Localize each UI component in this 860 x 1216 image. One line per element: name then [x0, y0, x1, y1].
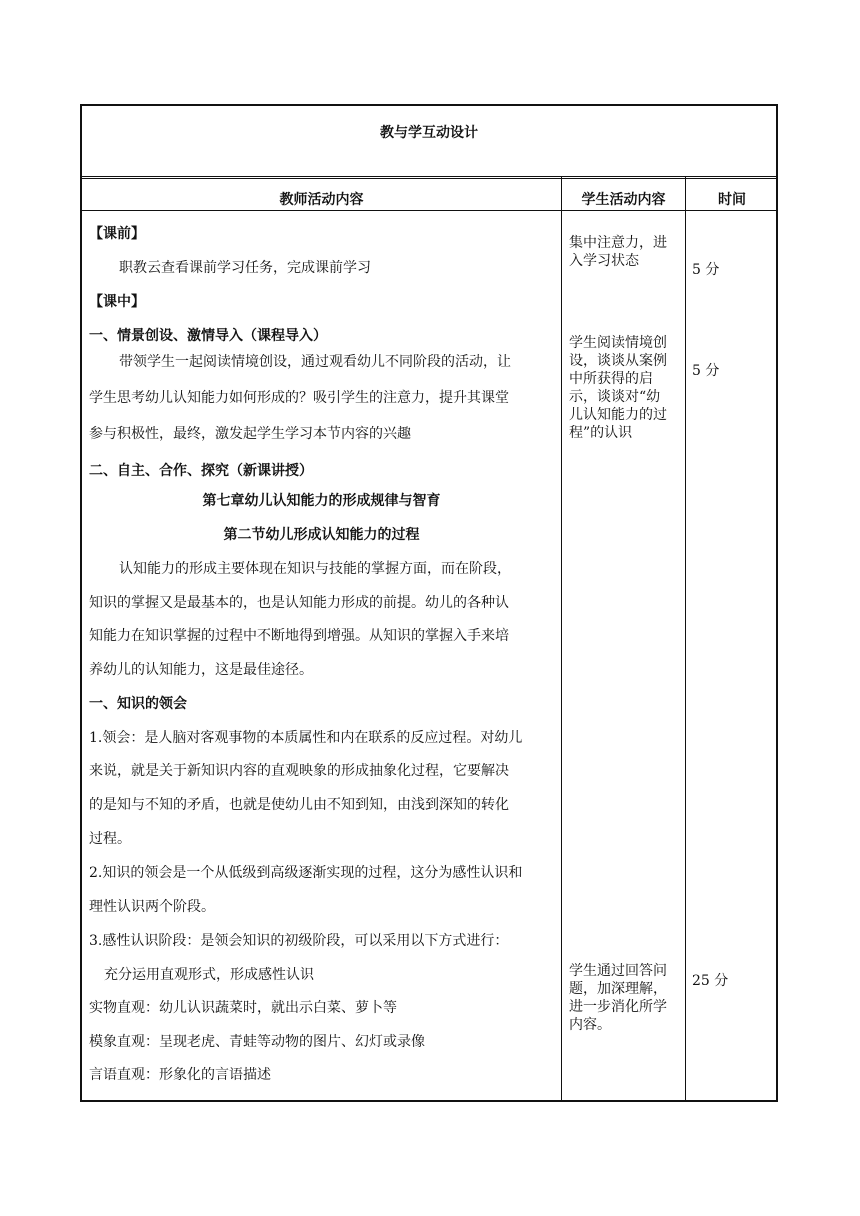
- para3-item: 充分运用直观形式，形成感性认识: [104, 967, 314, 983]
- col-divider-2: [685, 177, 686, 1100]
- lesson-table: [80, 104, 778, 1102]
- student-line: 设，谈谈从案例: [569, 353, 667, 369]
- student-line: 程”的认识: [569, 425, 633, 441]
- intro-line: 知识的掌握又是最基本的，也是认知能力形成的前提。幼儿的各种认: [89, 595, 509, 611]
- intro-line: 认知能力的形成主要体现在知识与技能的掌握方面，而在阶段，: [119, 561, 511, 577]
- section1-line: 带领学生一起阅读情境创设，通过观看幼儿不同阶段的活动，让: [119, 354, 511, 370]
- header-teacher: 教师活动内容: [279, 192, 364, 208]
- student-line: 入学习状态: [569, 253, 639, 269]
- student-line: 示，谈谈对“幼: [569, 389, 661, 405]
- intro-line: 养幼儿的认知能力，这是最佳途径。: [89, 662, 313, 678]
- student-activity-2: [569, 334, 681, 442]
- para1-line: 1.领会：是人脑对客观事物的本质属性和内在联系的反应过程。对幼儿: [89, 730, 523, 746]
- student-line: 中所获得的启: [569, 371, 653, 387]
- student-activity-1: [569, 234, 681, 270]
- para3-item: 模象直观：呈现老虎、青蛙等动物的图片、幻灯或录像: [89, 1034, 425, 1050]
- pre-class-text: 职教云查看课前学习任务，完成课前学习: [119, 260, 371, 276]
- section-heading: 第二节幼儿形成认知能力的过程: [223, 527, 420, 543]
- section1-line: 参与积极性，最终，激发起学生学习本节内容的兴趣: [89, 426, 411, 442]
- section1-title: 一、情景创设、激情导入（课程导入）: [89, 328, 327, 344]
- para1-line: 过程。: [89, 831, 131, 847]
- row-divider-title-double: [82, 178, 776, 179]
- pre-class-label: 【课前】: [89, 226, 145, 242]
- para2-line: 理性认识两个阶段。: [89, 899, 215, 915]
- time-value-1: 5 分: [692, 262, 720, 278]
- student-line: 题，加深理解，: [569, 981, 667, 997]
- header-student: 学生活动内容: [581, 192, 666, 208]
- para1-line: 来说，就是关于新知识内容的直观映象的形成抽象化过程，它要解决: [89, 763, 509, 779]
- intro-line: 知能力在知识掌握的过程中不断地得到增强。从知识的掌握入手来培: [89, 628, 509, 644]
- para2-line: 2.知识的领会是一个从低级到高级逐渐实现的过程，这分为感性认识和: [89, 865, 523, 881]
- header-time: 时间: [718, 192, 746, 208]
- student-line: 儿认知能力的过: [569, 407, 667, 423]
- student-line: 内容。: [569, 1017, 611, 1033]
- section1-line: 学生思考幼儿认知能力如何形成的？吸引学生的注意力，提升其课堂: [89, 390, 509, 406]
- time-value-3: 25 分: [692, 973, 729, 989]
- para3-item: 实物直观：幼儿认识蔬菜时，就出示白菜、萝卜等: [89, 1000, 397, 1016]
- para3-item: 言语直观：形象化的言语描述: [89, 1067, 271, 1083]
- student-line: 进一步消化所学: [569, 999, 667, 1015]
- section2-title: 二、自主、合作、探究（新课讲授）: [89, 463, 313, 479]
- student-activity-3: [569, 962, 681, 1034]
- chapter-title: 第七章幼儿认知能力的形成规律与智育: [202, 493, 441, 509]
- row-divider-header: [82, 210, 776, 211]
- para1-line: 的是知与不知的矛盾，也就是使幼儿由不知到知，由浅到深知的转化: [89, 797, 509, 813]
- para3-line: 3.感性认识阶段：是领会知识的初级阶段，可以采用以下方式进行：: [89, 933, 509, 949]
- student-line: 集中注意力，进: [569, 235, 667, 251]
- col-divider-1: [561, 177, 562, 1100]
- student-line: 学生阅读情境创: [569, 335, 667, 351]
- student-line: 学生通过回答问: [569, 963, 667, 979]
- time-value-2: 5 分: [692, 363, 720, 379]
- in-class-label: 【课中】: [89, 294, 145, 310]
- row-divider-title: [82, 176, 776, 177]
- table-title: 教与学互动设计: [380, 125, 478, 141]
- knowledge-title: 一、知识的领会: [89, 696, 187, 712]
